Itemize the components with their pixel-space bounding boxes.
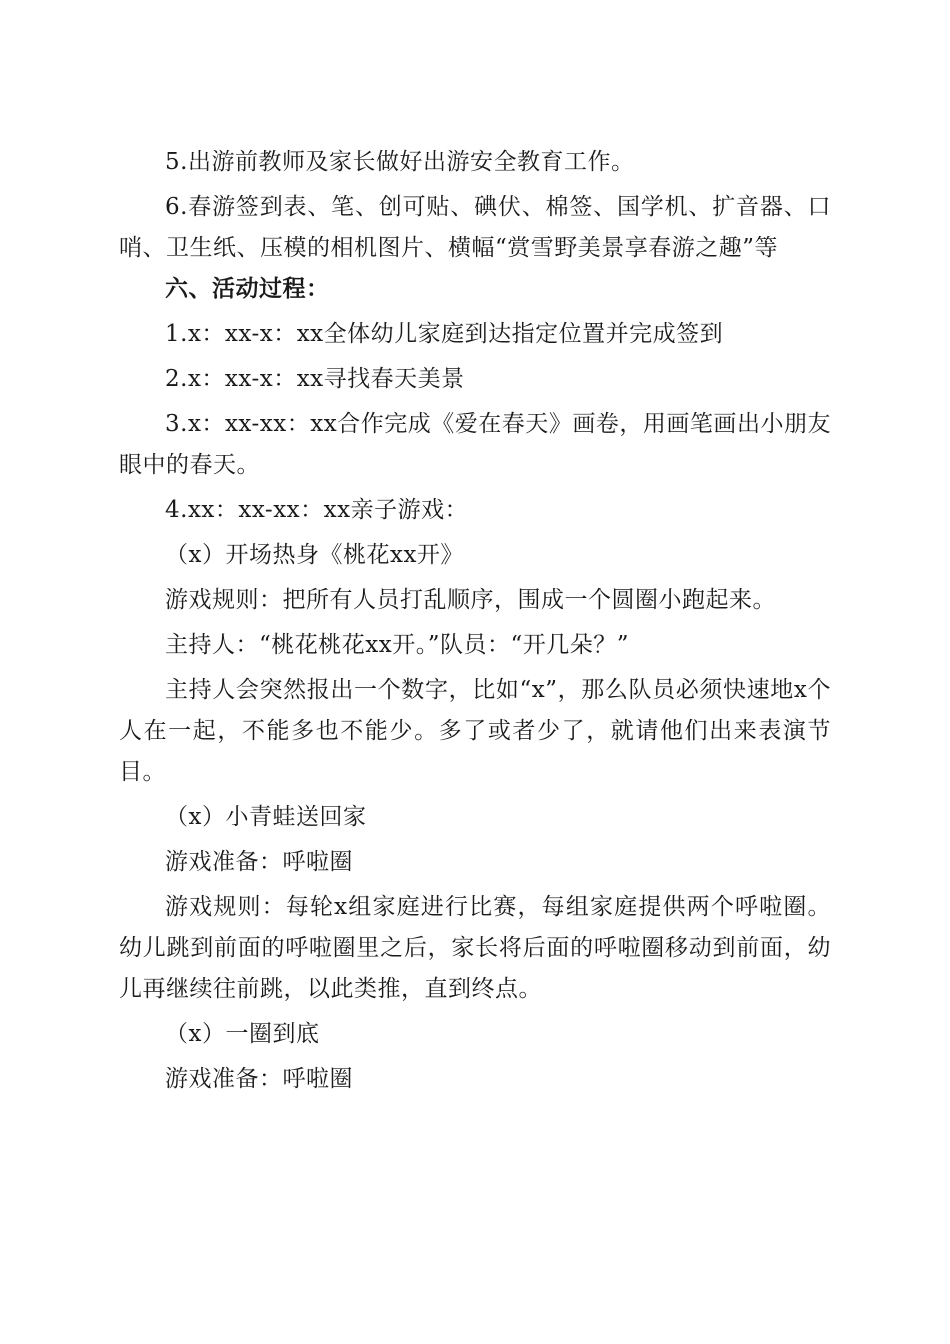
step-1-sign-in: 1.x：xx-x：xx全体幼儿家庭到达指定位置并完成签到 <box>165 321 724 347</box>
item-6-supplies-list: 6.春游签到表、笔、创可贴、碘伏、棉签、国学机、扩音器、口哨、卫生纸、压模的相机图片、横幅“赏雪野美景享春游之趣”等 <box>119 194 831 261</box>
game-3-preparation: 游戏准备：呼啦圈 <box>165 1066 353 1092</box>
game-1-title: （x）开场热身《桃花xx开》 <box>165 542 464 568</box>
step-4-parent-child-games: 4.xx：xx-xx：xx亲子游戏： <box>165 497 469 523</box>
game-1-rules: 游戏规则：把所有人员打乱顺序，围成一个圆圈小跑起来。 <box>165 587 776 613</box>
game-1-details: 主持人会突然报出一个数字，比如“x”，那么队员必须快速地x个人在一起，不能多也不能少。多了或者少了，就请他们出来表演节目。 <box>119 677 831 785</box>
game-1-dialogue: 主持人：“桃花桃花xx开。”队员：“开几朵？” <box>165 632 629 658</box>
game-2-rules: 游戏规则：每轮x组家庭进行比赛，每组家庭提供两个呼啦圈。幼儿跳到前面的呼啦圈里之后，家长将后面的呼啦圈移动到前面，幼儿再继续往前跳，以此类推，直到终点。 <box>119 894 831 1002</box>
game-2-title: （x）小青蛙送回家 <box>165 804 367 830</box>
section-heading-activity-process: 六、活动过程： <box>165 276 330 302</box>
step-2-find-spring: 2.x：xx-x：xx寻找春天美景 <box>165 366 465 392</box>
game-3-title: （x）一圈到底 <box>165 1021 320 1047</box>
step-3-painting: 3.x：xx-xx：xx合作完成《爱在春天》画卷，用画笔画出小朋友眼中的春天。 <box>119 411 831 478</box>
document-body <box>119 142 831 1100</box>
item-5-safety-education: 5.出游前教师及家长做好出游安全教育工作。 <box>165 149 635 175</box>
game-2-preparation: 游戏准备：呼啦圈 <box>165 849 353 875</box>
